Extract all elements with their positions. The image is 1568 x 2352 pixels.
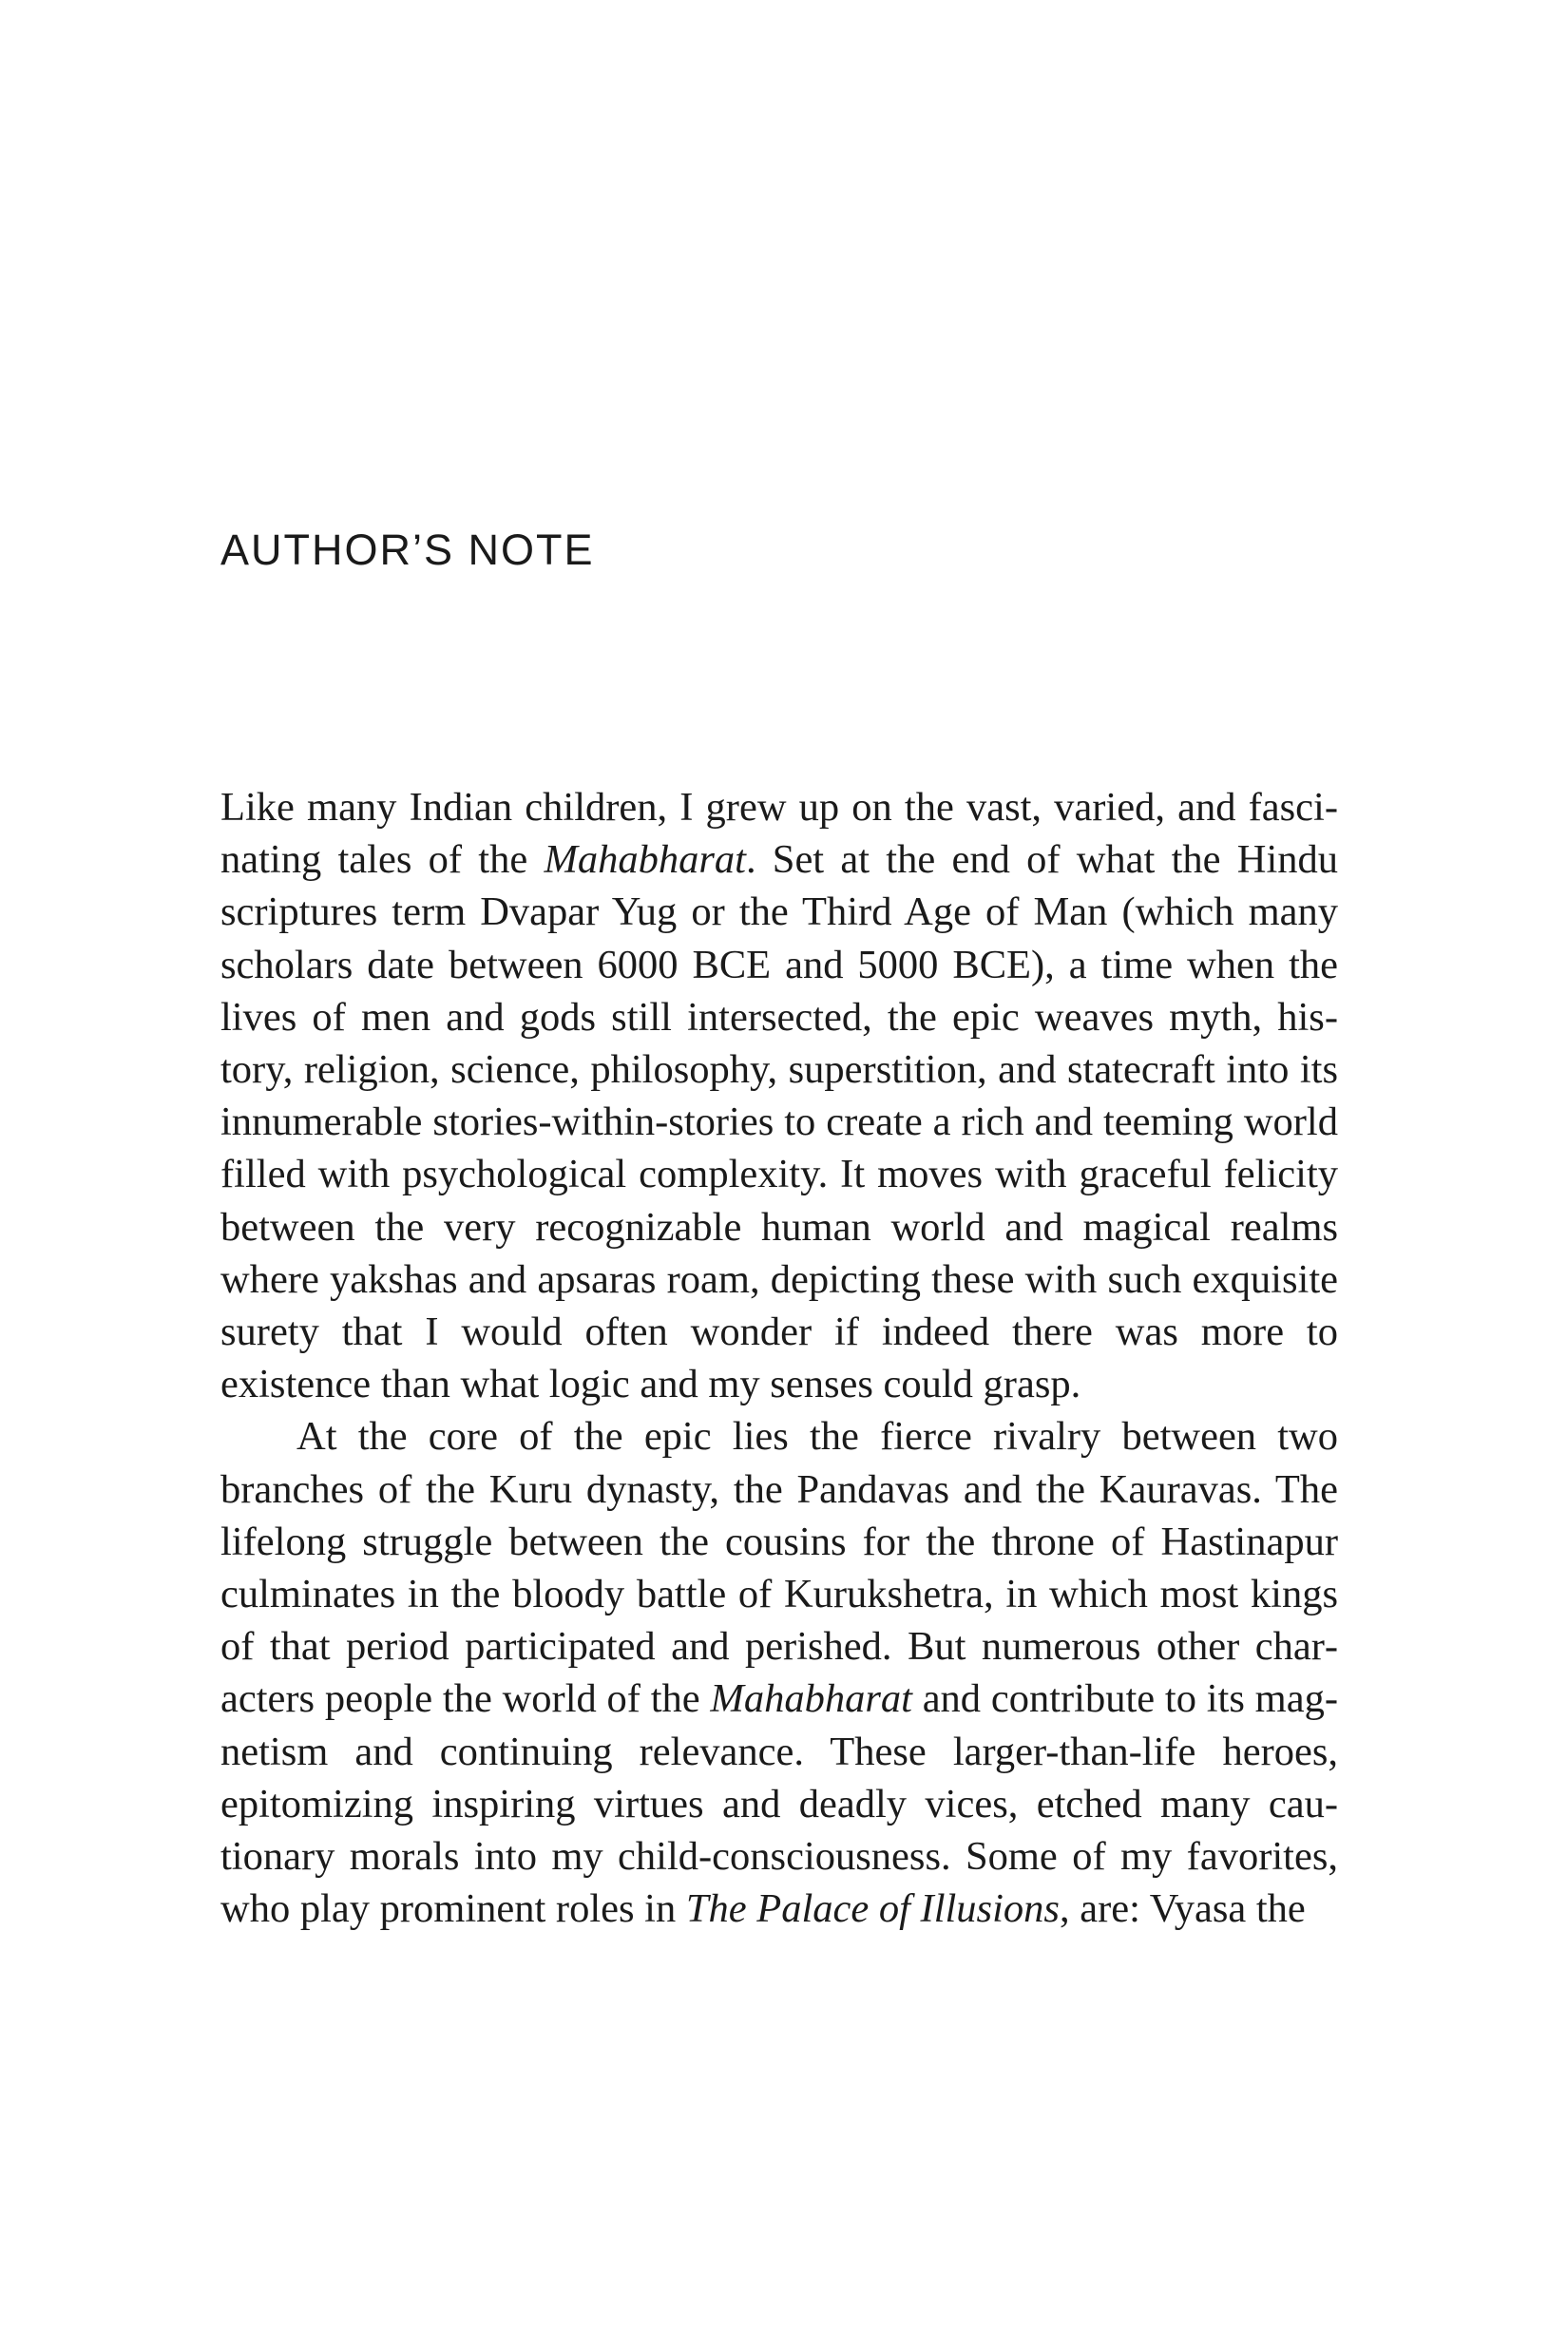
italic-title: The Palace of Illusions — [685, 1886, 1060, 1932]
paragraph-2-text: and contribute to its magnetism and continuing relevance. These larger-than-life heroes, epitomizing inspiring virtues and deadly vices, etched many cautionary morals into my child-consciousness. Some of my favorites, who play prominent roles in — [220, 1676, 1338, 1932]
paragraph-1-text: . Set at the end of what the Hindu scriptures term Dvapar Yug or the Third Age of Man (which many scholars date between 6000 BCE and 5000 BCE), a time when the lives of men and gods still intersected, the epic weaves myth, history, religion, science, philosophy, superstition, and statecraft into its innumerable stories-within-stories to create a rich and teeming world filled with psychological complexity. It moves with graceful felicity between the very recognizable human world and magical realms where yakshas and apsaras roam, depicting these with such exquisite surety that I would often wonder if indeed there was more to existence than what logic and my senses could grasp. — [220, 837, 1339, 1407]
italic-title: Mahabharat — [710, 1676, 912, 1722]
body-text — [220, 781, 1338, 1935]
paragraph-2 — [220, 1410, 1338, 1935]
chapter-heading: AUTHOR’S NOTE — [220, 526, 595, 574]
paragraph-2-text: At the core of the epic lies the fierce rivalry between two branches of the Kuru dynasty, the Pandavas and the Kauravas. The lifelong struggle between the cousins for the throne of Hastinapur culminates in the bloody battle of Kurukshetra, in which most kings of that period participated and perished. But numerous other characters people the world of the — [220, 1414, 1338, 1722]
paragraph-1 — [220, 781, 1338, 1410]
paragraph-1-text: Like many Indian children, I grew up on the vast, varied, and fascinating tales of the — [220, 785, 1338, 883]
paragraph-2-text: , are: Vyasa the — [1059, 1886, 1306, 1932]
italic-title: Mahabharat — [544, 837, 746, 883]
